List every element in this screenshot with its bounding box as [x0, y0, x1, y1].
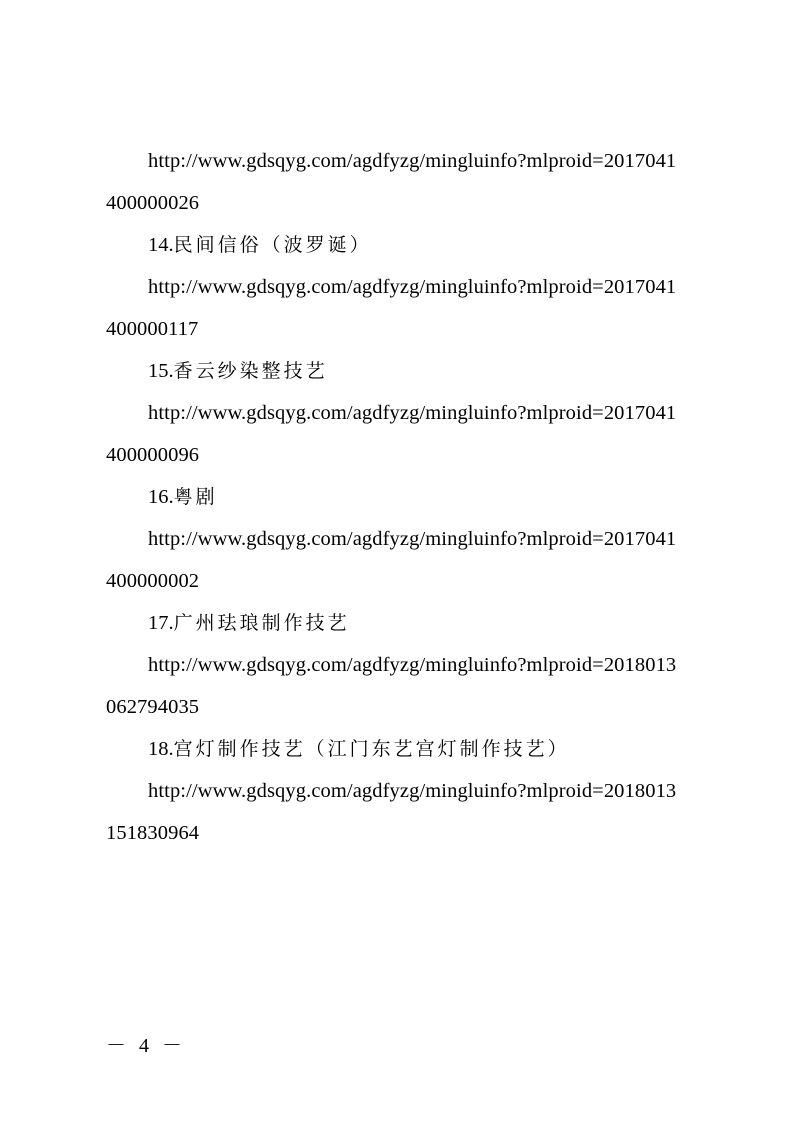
entry-17-title: 广州珐琅制作技艺 — [173, 612, 350, 634]
entry-17-heading — [148, 611, 350, 635]
entry-17-url-line2: 062794035 — [106, 696, 200, 718]
entry-15-heading — [148, 359, 328, 383]
entry-16-url-line1: http://www.gdsqyg.com/agdfyzg/mingluinfo?mlproid=2017041 — [148, 528, 677, 550]
entry-14-title: 民间信俗（波罗诞） — [173, 234, 372, 256]
entry-14-url-line2: 400000117 — [106, 318, 199, 340]
entry-18-url-line2: 151830964 — [106, 822, 200, 844]
entry-16-title: 粤剧 — [173, 486, 218, 508]
entry-14-url-line1: http://www.gdsqyg.com/agdfyzg/mingluinfo?mlproid=2017041 — [148, 276, 677, 298]
entry-18-url-line1: http://www.gdsqyg.com/agdfyzg/mingluinfo?mlproid=2018013 — [148, 780, 677, 802]
entry-18-title: 宫灯制作技艺（江门东艺宫灯制作技艺） — [173, 738, 570, 760]
entry-15-url-line1: http://www.gdsqyg.com/agdfyzg/mingluinfo?mlproid=2017041 — [148, 402, 677, 424]
entry-17-url-line1: http://www.gdsqyg.com/agdfyzg/mingluinfo?mlproid=2018013 — [148, 654, 677, 676]
entry-13-url-line1: http://www.gdsqyg.com/agdfyzg/mingluinfo?mlproid=2017041 — [148, 150, 677, 172]
entry-16-url-line2: 400000002 — [106, 570, 200, 592]
entry-14-number: 14. — [148, 234, 174, 256]
entry-18-heading — [148, 737, 570, 761]
entry-18-number: 18. — [148, 738, 174, 760]
entry-15-number: 15. — [148, 360, 174, 382]
entry-14-heading — [148, 233, 372, 257]
entry-13-url-line2: 400000026 — [106, 192, 200, 214]
entry-16-heading — [148, 485, 218, 509]
entry-16-number: 16. — [148, 486, 174, 508]
page-number: － 4 － — [106, 1035, 186, 1057]
entry-17-number: 17. — [148, 612, 174, 634]
entry-15-url-line2: 400000096 — [106, 444, 200, 466]
entry-15-title: 香云纱染整技艺 — [173, 360, 328, 382]
